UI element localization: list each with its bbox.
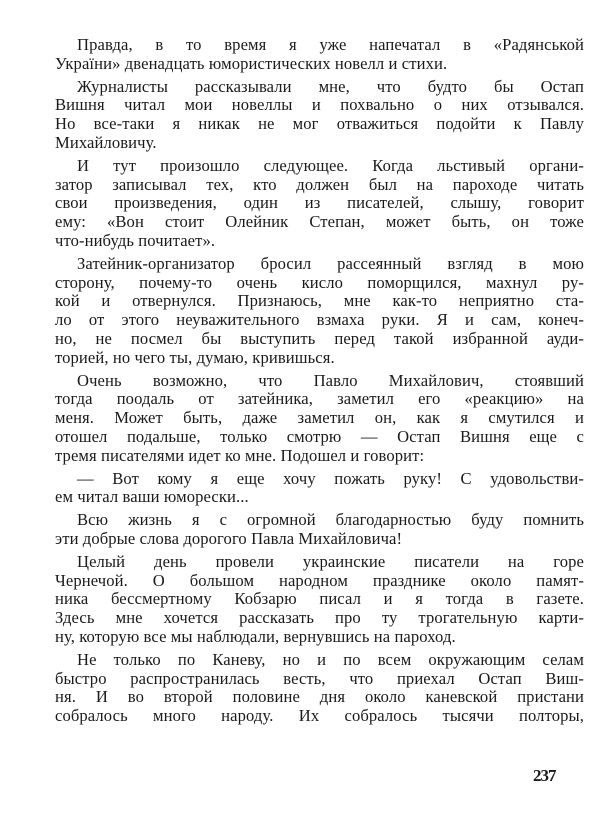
text-line: быстро распространилась весть, что приехал Остап Виш- [55,668,584,688]
text-line: что-нибудь почитает». [55,230,216,250]
text-line: тремя писателями идет ко мне. Подошел и говорит: [55,445,425,465]
paragraph [55,511,584,549]
text-line: ня. И во второй половине дня около каневской пристани [55,687,584,707]
paragraph [55,157,584,251]
text-line: Вишня читал мои новеллы и похвально о них отзывался. [55,95,584,115]
text-line: Чернечой. О большом народном празднике около памят- [55,570,584,590]
text-line: эти добрые слова дорогого Павла Михайловича! [55,528,403,548]
text-line: ну, которую все мы наблюдали, вернувшись на пароход. [55,626,456,646]
paragraph [55,651,584,726]
text-line: кой и отвернулся. Признаюсь, мне как-то неприятно ста- [55,291,584,311]
text-line: ника бессмертному Кобзарю писал и я тогда в газете. [55,589,584,609]
text-line: собралось много народу. Их собралось тысячи полторы, [55,706,584,726]
paragraph [55,36,584,74]
text-line: Всю жизнь я с огромной благодарностью буду помнить [77,510,584,530]
text-line: торией, но чего ты, думаю, кривишься. [55,347,335,367]
page-number: 237 [533,766,556,785]
text-line: тогда поодаль от затейника, заметил его «реакцию» на [55,389,584,409]
text-line: Здесь мне хочется рассказать про ту трогательную карти- [55,608,584,628]
text-line: сторону, почему-то очень кисло поморщился, махнул ру- [55,272,584,292]
page-text [55,36,584,726]
text-line: Затейник-организатор бросил рассеянный взгляд в мою [77,253,584,273]
paragraph [55,78,584,153]
paragraph [55,553,584,647]
paragraph [55,255,584,368]
text-line: Но все-таки я никак не мог отважиться подойти к Павлу [55,114,584,134]
text-line: Не только по Каневу, но и по всем окружающим селам [77,649,584,669]
text-line: Правда, в то время я уже напечатал в «Радянськой [77,35,584,54]
text-line: ему: «Вон стоит Олейник Степан, может быть, он тоже [55,212,584,232]
text-line: Целый день провели украинские писатели на горе [77,551,584,571]
text-line: свои произведения, один из писателей, слышу, говорит [55,193,584,213]
text-line: — Вот кому я еще хочу пожать руку! С удовольстви- [77,468,584,488]
text-line: затор записывал тех, кто должен был на пароходе читать [55,174,584,194]
text-line: Очень возможно, что Павло Михайлович, стоявший [77,370,584,390]
text-line: Украïни» двенадцать юмористических новелл и стихи. [55,53,448,73]
text-line: И тут произошло следующее. Когда льстивый органи- [77,155,584,175]
text-line: меня. Может быть, даже заметил он, как я смутился и [55,408,584,428]
text-line: отошел подальше, только смотрю — Остап Вишня еще с [55,426,584,446]
text-line: но, не посмел бы выступить перед такой избранной ауди- [55,328,584,348]
text-line: Журналисты рассказывали мне, что будто бы Остап [77,76,584,96]
paragraph [55,470,584,508]
paragraph [55,372,584,466]
text-line: Михайловичу. [55,132,157,152]
text-line: ем читал ваши юморески... [55,487,249,507]
text-line: ло от этого неуважительного взмаха руки. Я и сам, конеч- [55,310,584,330]
